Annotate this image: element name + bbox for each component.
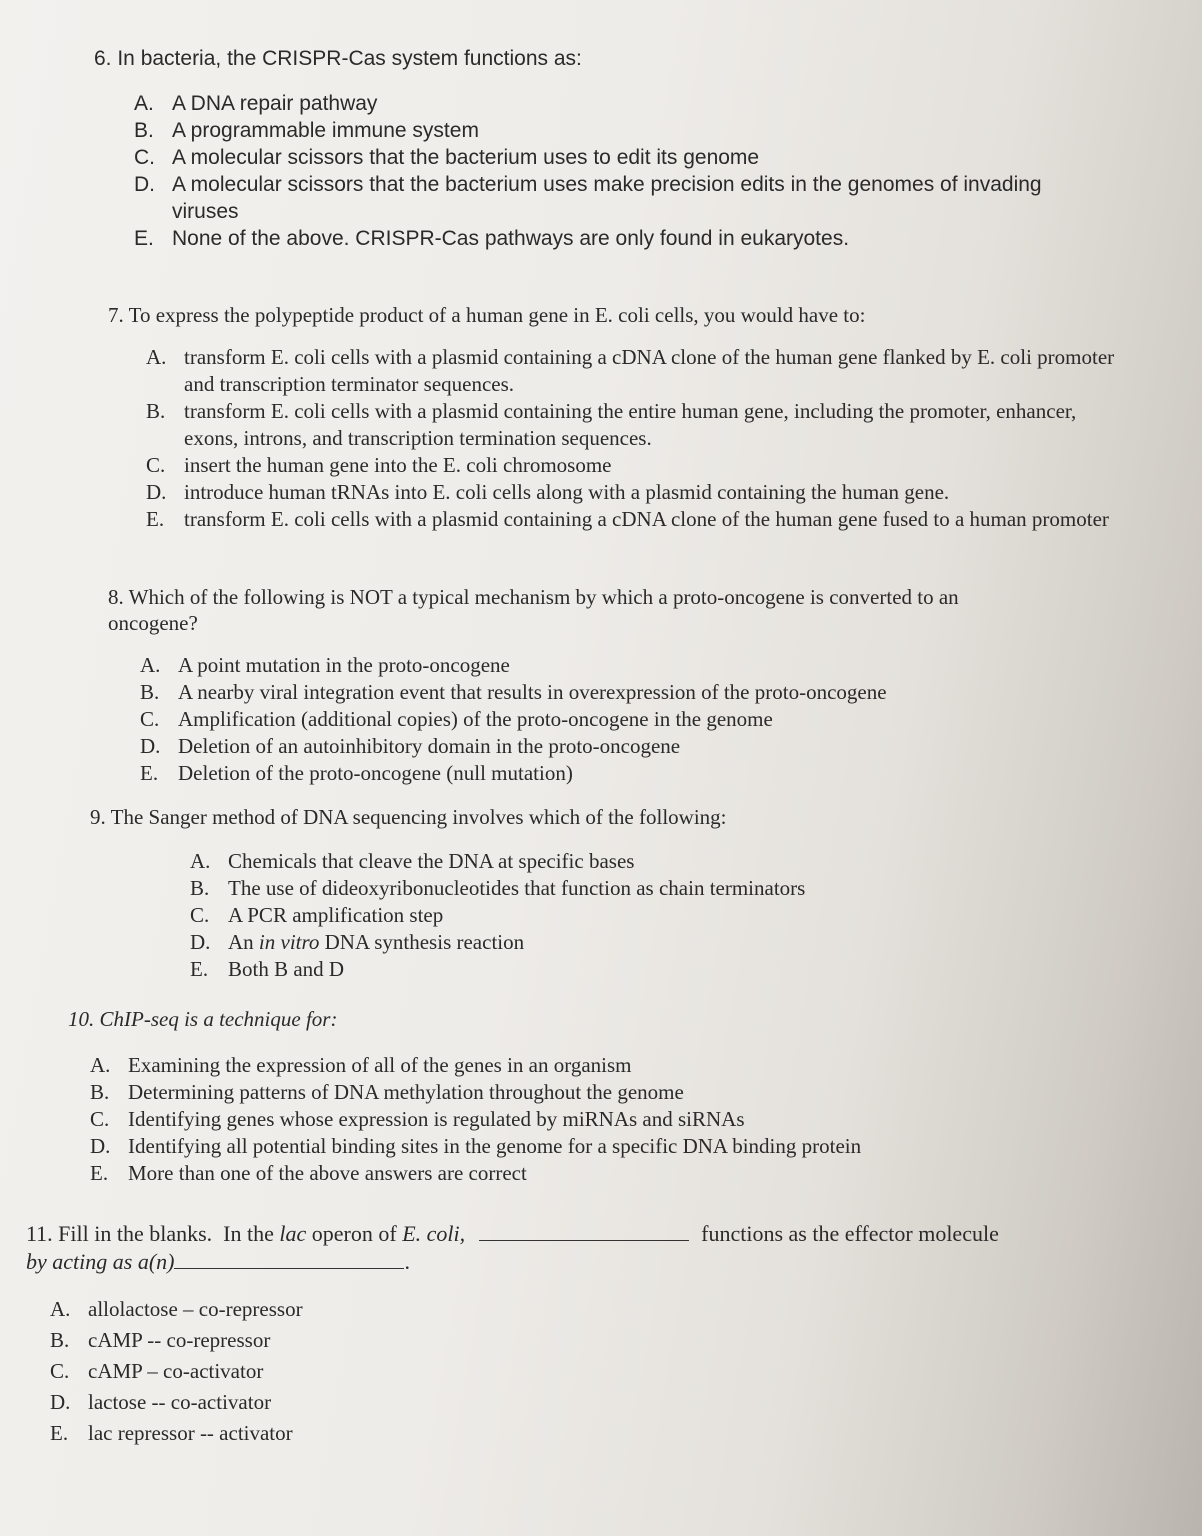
answer-option-d[interactable] bbox=[134, 171, 1074, 225]
option-letter: C. bbox=[90, 1107, 110, 1131]
option-text: Identifying all potential binding sites in the genome for a specific DNA binding protein bbox=[128, 1134, 862, 1158]
answer-options bbox=[134, 90, 1074, 252]
option-text: cAMP -- co-repressor bbox=[88, 1328, 271, 1352]
option-letter: D. bbox=[90, 1134, 111, 1158]
answer-option-a[interactable] bbox=[190, 848, 990, 875]
question-stem: 10. ChIP-seq is a technique for: bbox=[68, 1007, 338, 1031]
option-text: transform E. coli cells with a plasmid containing a cDNA clone of the human gene flanked by E. coli promoter and transcription terminator sequences. bbox=[184, 345, 1115, 396]
answer-option-b[interactable] bbox=[146, 398, 1128, 452]
answer-option-b[interactable] bbox=[90, 1079, 1028, 1106]
option-text-pre: An bbox=[228, 930, 259, 954]
option-letter: A. bbox=[90, 1053, 111, 1077]
stem-italic-text: lac bbox=[279, 1221, 307, 1246]
option-text: lac repressor -- activator bbox=[88, 1421, 293, 1445]
option-text: None of the above. CRISPR-Cas pathways are only found in eukaryotes. bbox=[172, 227, 850, 250]
answer-option-c[interactable] bbox=[146, 452, 1128, 479]
option-letter: B. bbox=[190, 876, 210, 900]
stem-text: functions as the effector molecule bbox=[701, 1221, 999, 1246]
question-stem-line-1 bbox=[26, 1220, 1126, 1248]
option-text: Amplification (additional copies) of the proto-oncogene in the genome bbox=[178, 707, 773, 731]
answer-option-a[interactable] bbox=[134, 90, 1074, 117]
question-stem: 7. To express the polypeptide product of a human gene in E. coli cells, you would have to: bbox=[108, 303, 866, 327]
answer-option-e[interactable] bbox=[134, 225, 1074, 252]
answer-option-a[interactable] bbox=[140, 652, 1048, 679]
answer-option-e[interactable] bbox=[50, 1418, 1126, 1449]
answer-option-c[interactable] bbox=[140, 706, 1048, 733]
fill-in-blank-1[interactable] bbox=[479, 1240, 689, 1241]
option-text bbox=[228, 929, 990, 956]
option-letter: A. bbox=[190, 849, 211, 873]
option-text: introduce human tRNAs into E. coli cells along with a plasmid containing the human gene. bbox=[184, 480, 950, 504]
option-letter: B. bbox=[146, 399, 166, 423]
option-letter: A. bbox=[134, 92, 154, 115]
option-letter: E. bbox=[90, 1161, 109, 1185]
option-text: Both B and D bbox=[228, 957, 345, 981]
question-6 bbox=[94, 46, 1074, 252]
answer-option-e[interactable] bbox=[190, 956, 990, 983]
answer-option-b[interactable] bbox=[134, 117, 1074, 144]
option-text: Examining the expression of all of the genes in an organism bbox=[128, 1053, 632, 1077]
answer-option-c[interactable] bbox=[90, 1106, 1028, 1133]
option-letter: C. bbox=[134, 146, 155, 169]
answer-option-d[interactable] bbox=[190, 929, 990, 956]
option-letter: D. bbox=[146, 480, 167, 504]
option-letter: B. bbox=[134, 119, 154, 142]
option-letter: A. bbox=[50, 1297, 71, 1321]
option-letter: B. bbox=[90, 1080, 110, 1104]
option-letter: E. bbox=[140, 761, 159, 785]
option-letter: C. bbox=[190, 903, 210, 927]
option-letter: A. bbox=[146, 345, 167, 369]
option-text: transform E. coli cells with a plasmid containing a cDNA clone of the human gene fused to a human promoter bbox=[184, 507, 1109, 531]
stem-text: . bbox=[404, 1249, 410, 1274]
option-text: transform E. coli cells with a plasmid containing the entire human gene, including the promoter, enhancer, exons, introns, and transcription termination sequences. bbox=[184, 399, 1077, 450]
option-text: lactose -- co-activator bbox=[88, 1390, 272, 1414]
stem-italic-text: E. coli, bbox=[402, 1221, 466, 1246]
answer-option-e[interactable] bbox=[140, 760, 1048, 787]
question-9 bbox=[90, 804, 990, 983]
answer-option-a[interactable] bbox=[50, 1294, 1126, 1325]
option-text: A molecular scissors that the bacterium uses to edit its genome bbox=[172, 146, 760, 169]
option-letter: D. bbox=[140, 734, 161, 758]
option-letter: A. bbox=[140, 653, 161, 677]
option-text-post: DNA synthesis reaction bbox=[319, 930, 525, 954]
answer-option-c[interactable] bbox=[50, 1356, 1126, 1387]
option-text: A molecular scissors that the bacterium uses make precision edits in the genomes of invading viruses bbox=[172, 173, 1042, 223]
answer-options bbox=[140, 652, 1048, 787]
option-text: A point mutation in the proto-oncogene bbox=[178, 653, 510, 677]
answer-option-c[interactable] bbox=[190, 902, 990, 929]
answer-option-a[interactable] bbox=[90, 1052, 1028, 1079]
answer-option-d[interactable] bbox=[146, 479, 1128, 506]
answer-option-d[interactable] bbox=[140, 733, 1048, 760]
question-8 bbox=[108, 584, 1048, 787]
question-stem: 6. In bacteria, the CRISPR-Cas system functions as: bbox=[94, 47, 582, 70]
option-text: The use of dideoxyribonucleotides that function as chain terminators bbox=[228, 876, 806, 900]
answer-option-e[interactable] bbox=[146, 506, 1128, 533]
option-letter: B. bbox=[50, 1328, 70, 1352]
answer-option-b[interactable] bbox=[140, 679, 1048, 706]
answer-options bbox=[146, 344, 1128, 533]
answer-option-c[interactable] bbox=[134, 144, 1074, 171]
option-text: Deletion of the proto-oncogene (null mutation) bbox=[178, 761, 573, 785]
option-text: cAMP – co-activator bbox=[88, 1359, 264, 1383]
option-text: Deletion of an autoinhibitory domain in the proto-oncogene bbox=[178, 734, 681, 758]
answer-options bbox=[190, 848, 990, 983]
option-letter: D. bbox=[190, 930, 211, 954]
option-letter: E. bbox=[190, 957, 209, 981]
stem-text: operon of bbox=[306, 1221, 403, 1246]
question-stem bbox=[26, 1220, 1126, 1276]
question-stem: 9. The Sanger method of DNA sequencing involves which of the following: bbox=[90, 805, 727, 829]
option-text: A PCR amplification step bbox=[228, 903, 444, 927]
answer-option-d[interactable] bbox=[90, 1133, 1028, 1160]
option-letter: C. bbox=[146, 453, 166, 477]
option-text: allolactose – co-repressor bbox=[88, 1297, 303, 1321]
question-11 bbox=[26, 1220, 1126, 1449]
question-10 bbox=[68, 1006, 1028, 1187]
option-text: More than one of the above answers are correct bbox=[128, 1161, 527, 1185]
answer-options bbox=[90, 1052, 1028, 1187]
question-7 bbox=[108, 302, 1128, 533]
option-letter: D. bbox=[134, 173, 155, 196]
option-text-italic: in vitro bbox=[258, 930, 320, 954]
option-letter: E. bbox=[146, 507, 165, 531]
option-text: Identifying genes whose expression is regulated by miRNAs and siRNAs bbox=[128, 1107, 745, 1131]
answer-option-d[interactable] bbox=[50, 1387, 1126, 1418]
answer-option-e[interactable] bbox=[90, 1160, 1028, 1187]
question-stem: 8. Which of the following is NOT a typical mechanism by which a proto-oncogene is converted to an oncogene? bbox=[108, 585, 959, 635]
option-text: Chemicals that cleave the DNA at specific bases bbox=[228, 849, 635, 873]
option-letter: B. bbox=[140, 680, 160, 704]
option-text: A nearby viral integration event that results in overexpression of the proto-oncogene bbox=[178, 680, 887, 704]
stem-text: by acting as a(n) bbox=[26, 1249, 175, 1274]
option-letter: D. bbox=[50, 1390, 71, 1414]
option-text: A DNA repair pathway bbox=[172, 92, 378, 115]
option-text: Determining patterns of DNA methylation throughout the genome bbox=[128, 1080, 684, 1104]
answer-options bbox=[50, 1294, 1126, 1449]
option-letter: E. bbox=[50, 1421, 69, 1445]
fill-in-blank-2[interactable] bbox=[174, 1268, 404, 1269]
answer-option-b[interactable] bbox=[50, 1325, 1126, 1356]
option-letter: C. bbox=[140, 707, 160, 731]
option-text: A programmable immune system bbox=[172, 119, 479, 142]
question-stem-line-2 bbox=[26, 1248, 1126, 1276]
answer-option-b[interactable] bbox=[190, 875, 990, 902]
stem-text: 11. Fill in the blanks. In the bbox=[26, 1221, 280, 1246]
option-text: insert the human gene into the E. coli chromosome bbox=[184, 453, 612, 477]
option-letter: E. bbox=[134, 227, 154, 250]
option-letter: C. bbox=[50, 1359, 70, 1383]
answer-option-a[interactable] bbox=[146, 344, 1128, 398]
